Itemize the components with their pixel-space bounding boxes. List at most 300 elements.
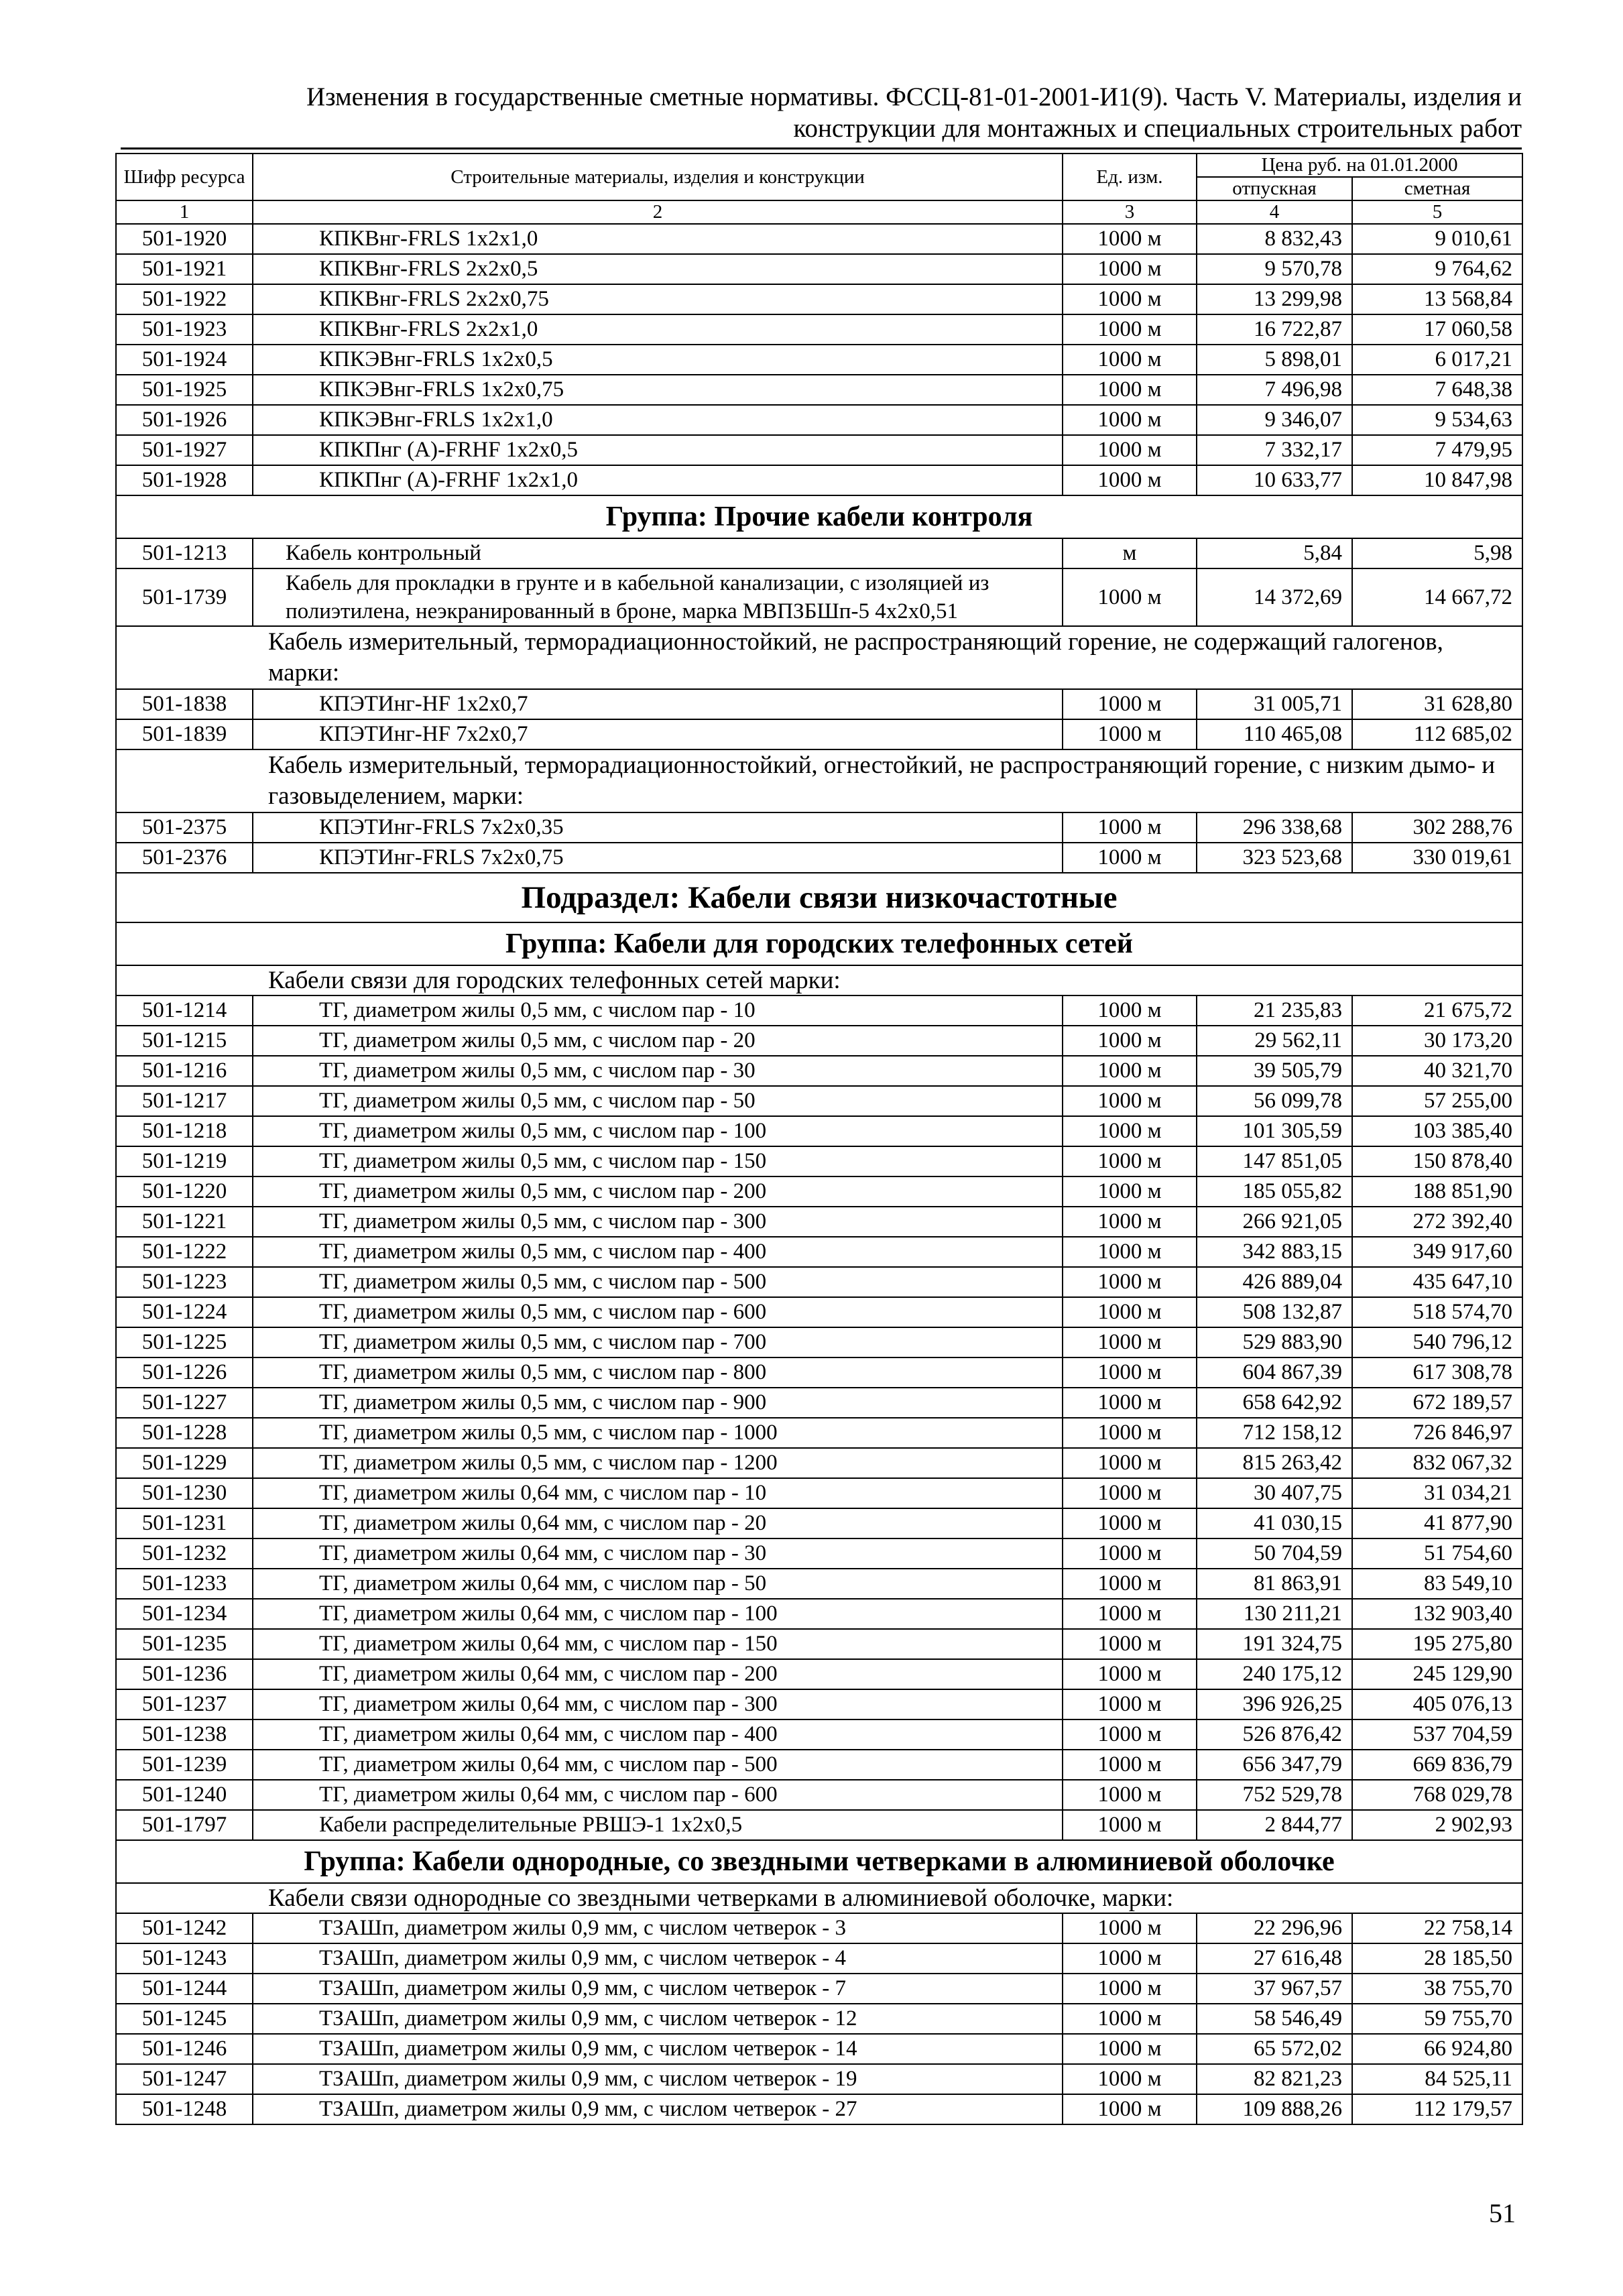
estimate-price: 112 685,02	[1352, 719, 1522, 749]
resource-code: 501-1229	[116, 1448, 253, 1478]
table-row	[116, 1056, 1522, 1086]
resource-code: 501-1927	[116, 435, 253, 465]
unit: 1000 м	[1063, 1176, 1197, 1207]
resource-code: 501-1246	[116, 2034, 253, 2064]
estimate-price: 405 076,13	[1352, 1689, 1522, 1719]
estimate-price: 7 648,38	[1352, 375, 1522, 405]
group-title: Группа: Кабели для городских телефонных сетей	[116, 922, 1522, 965]
unit: 1000 м	[1063, 1418, 1197, 1448]
resource-name: ТГ, диаметром жилы 0,5 мм, с числом пар - 900	[253, 1388, 1063, 1418]
table-row	[116, 1357, 1522, 1388]
section-note: Кабель измерительный, терморадиационностойкий, не распространяющий горение, не содержащий галогенов, марки:	[116, 626, 1522, 689]
resource-code: 501-1225	[116, 1327, 253, 1357]
resource-code: 501-1239	[116, 1750, 253, 1780]
table-row	[116, 1629, 1522, 1659]
header-line-2: конструкции для монтажных и специальных строительных работ	[793, 114, 1522, 143]
resource-name: ТГ, диаметром жилы 0,5 мм, с числом пар - 500	[253, 1267, 1063, 1297]
table-row	[116, 1810, 1522, 1840]
resource-name: ТГ, диаметром жилы 0,5 мм, с числом пар - 100	[253, 1116, 1063, 1146]
resource-name: ТЗАШп, диаметром жилы 0,9 мм, с числом четверок - 27	[253, 2094, 1063, 2124]
resource-name: ТГ, диаметром жилы 0,5 мм, с числом пар - 200	[253, 1176, 1063, 1207]
unit: 1000 м	[1063, 1116, 1197, 1146]
table-row	[116, 2094, 1522, 2124]
table-row	[116, 843, 1522, 873]
estimate-price: 41 877,90	[1352, 1508, 1522, 1538]
resource-name: ТГ, диаметром жилы 0,5 мм, с числом пар - 1200	[253, 1448, 1063, 1478]
resource-name: КПЭТИнг-FRLS 7x2x0,35	[253, 812, 1063, 843]
resource-name: ТГ, диаметром жилы 0,5 мм, с числом пар - 50	[253, 1086, 1063, 1116]
estimate-price: 302 288,76	[1352, 812, 1522, 843]
table-row	[116, 1538, 1522, 1569]
table-row	[116, 2034, 1522, 2064]
estimate-price: 31 628,80	[1352, 689, 1522, 719]
release-price: 37 967,57	[1197, 1974, 1352, 2004]
resource-name: ТЗАШп, диаметром жилы 0,9 мм, с числом четверок - 3	[253, 1913, 1063, 1943]
table-row	[116, 1719, 1522, 1750]
resource-code: 501-1227	[116, 1388, 253, 1418]
group-title: Группа: Кабели однородные, со звездными четверками в алюминиевой оболочке	[116, 1840, 1522, 1883]
resource-name: Кабель для прокладки в грунте и в кабельной канализации, с изоляцией из полиэтилена, неэкранированный в броне, марка МВПЗБШп-5 4x2x0,51	[253, 568, 1063, 626]
unit: 1000 м	[1063, 1508, 1197, 1538]
resource-code: 501-1235	[116, 1629, 253, 1659]
resource-name: ТГ, диаметром жилы 0,64 мм, с числом пар - 20	[253, 1508, 1063, 1538]
group-title-row	[116, 495, 1522, 538]
resource-code: 501-1247	[116, 2064, 253, 2094]
release-price: 323 523,68	[1197, 843, 1352, 873]
group-title-row	[116, 1840, 1522, 1883]
unit: 1000 м	[1063, 1448, 1197, 1478]
table-row	[116, 719, 1522, 749]
unit: 1000 м	[1063, 1719, 1197, 1750]
col-header-unit: Ед. изм.	[1063, 154, 1197, 200]
resource-code: 501-1230	[116, 1478, 253, 1508]
resource-code: 501-1248	[116, 2094, 253, 2124]
note-row	[116, 626, 1522, 689]
table-row	[116, 2004, 1522, 2034]
resource-code: 501-1920	[116, 224, 253, 254]
release-price: 30 407,75	[1197, 1478, 1352, 1508]
resource-code: 501-1739	[116, 568, 253, 626]
estimate-price: 245 129,90	[1352, 1659, 1522, 1689]
table-row	[116, 1176, 1522, 1207]
unit: 1000 м	[1063, 2034, 1197, 2064]
estimate-price: 617 308,78	[1352, 1357, 1522, 1388]
table-row	[116, 1026, 1522, 1056]
estimate-price: 10 847,98	[1352, 465, 1522, 495]
resource-name: ТГ, диаметром жилы 0,5 мм, с числом пар - 300	[253, 1207, 1063, 1237]
estimate-price: 9 010,61	[1352, 224, 1522, 254]
unit: 1000 м	[1063, 314, 1197, 345]
group-title-row	[116, 922, 1522, 965]
estimate-price: 435 647,10	[1352, 1267, 1522, 1297]
estimate-price: 13 568,84	[1352, 284, 1522, 314]
unit: 1000 м	[1063, 568, 1197, 626]
resource-code: 501-1232	[116, 1538, 253, 1569]
release-price: 10 633,77	[1197, 465, 1352, 495]
release-price: 9 570,78	[1197, 254, 1352, 284]
table-row	[116, 1780, 1522, 1810]
resource-code: 501-1238	[116, 1719, 253, 1750]
resource-code: 501-1217	[116, 1086, 253, 1116]
table-row	[116, 1388, 1522, 1418]
unit: 1000 м	[1063, 2004, 1197, 2034]
release-price: 50 704,59	[1197, 1538, 1352, 1569]
unit: 1000 м	[1063, 1974, 1197, 2004]
note-row	[116, 749, 1522, 812]
col-index-5: 5	[1352, 200, 1522, 224]
table-row	[116, 1599, 1522, 1629]
section-note: Кабели связи однородные со звездными четверками в алюминиевой оболочке, марки:	[116, 1883, 1522, 1913]
resource-name: ТЗАШп, диаметром жилы 0,9 мм, с числом четверок - 4	[253, 1943, 1063, 1974]
resource-name: КПЭТИнг-FRLS 7x2x0,75	[253, 843, 1063, 873]
resource-code: 501-1224	[116, 1297, 253, 1327]
unit: 1000 м	[1063, 2064, 1197, 2094]
release-price: 130 211,21	[1197, 1599, 1352, 1629]
estimate-price: 51 754,60	[1352, 1538, 1522, 1569]
resource-name: ТГ, диаметром жилы 0,64 мм, с числом пар - 50	[253, 1569, 1063, 1599]
release-price: 65 572,02	[1197, 2034, 1352, 2064]
table-row	[116, 1659, 1522, 1689]
table-row	[116, 1750, 1522, 1780]
table-row	[116, 314, 1522, 345]
release-price: 109 888,26	[1197, 2094, 1352, 2124]
estimate-price: 768 029,78	[1352, 1780, 1522, 1810]
unit: 1000 м	[1063, 345, 1197, 375]
estimate-price: 40 321,70	[1352, 1056, 1522, 1086]
resource-name: ТГ, диаметром жилы 0,5 мм, с числом пар - 700	[253, 1327, 1063, 1357]
resource-code: 501-1234	[116, 1599, 253, 1629]
release-price: 9 346,07	[1197, 405, 1352, 435]
estimate-price: 21 675,72	[1352, 995, 1522, 1026]
table-row	[116, 689, 1522, 719]
release-price: 14 372,69	[1197, 568, 1352, 626]
table-row	[116, 1297, 1522, 1327]
resource-name: КПКПнг (А)-FRHF 1x2x1,0	[253, 465, 1063, 495]
section-note: Кабели связи для городских телефонных сетей марки:	[116, 965, 1522, 995]
resource-name: КПЭТИнг-HF 7x2x0,7	[253, 719, 1063, 749]
unit: 1000 м	[1063, 254, 1197, 284]
estimate-price: 132 903,40	[1352, 1599, 1522, 1629]
estimate-price: 84 525,11	[1352, 2064, 1522, 2094]
table-row	[116, 1267, 1522, 1297]
resource-name: ТГ, диаметром жилы 0,5 мм, с числом пар - 800	[253, 1357, 1063, 1388]
release-price: 296 338,68	[1197, 812, 1352, 843]
release-price: 656 347,79	[1197, 1750, 1352, 1780]
estimate-price: 103 385,40	[1352, 1116, 1522, 1146]
header-line-1: Изменения в государственные сметные нормативы. ФССЦ-81-01-2001-И1(9). Часть V. Материалы, изделия и	[306, 82, 1522, 111]
release-price: 752 529,78	[1197, 1780, 1352, 1810]
resource-name: ТГ, диаметром жилы 0,64 мм, с числом пар - 150	[253, 1629, 1063, 1659]
resource-name: КПКЭВнг-FRLS 1x2x0,75	[253, 375, 1063, 405]
resource-name: ТГ, диаметром жилы 0,64 мм, с числом пар - 500	[253, 1750, 1063, 1780]
unit: 1000 м	[1063, 843, 1197, 873]
release-price: 82 821,23	[1197, 2064, 1352, 2094]
unit: 1000 м	[1063, 1388, 1197, 1418]
resource-name: КПКПнг (А)-FRHF 1x2x0,5	[253, 435, 1063, 465]
resource-code: 501-1221	[116, 1207, 253, 1237]
resource-code: 501-1237	[116, 1689, 253, 1719]
resource-code: 501-1922	[116, 284, 253, 314]
resource-code: 501-1236	[116, 1659, 253, 1689]
unit: 1000 м	[1063, 284, 1197, 314]
resource-name: Кабели распределительные РВШЭ-1 1x2x0,5	[253, 1810, 1063, 1840]
release-price: 658 642,92	[1197, 1388, 1352, 1418]
resource-name: ТГ, диаметром жилы 0,5 мм, с числом пар - 30	[253, 1056, 1063, 1086]
resource-name: ТГ, диаметром жилы 0,64 мм, с числом пар - 10	[253, 1478, 1063, 1508]
unit: 1000 м	[1063, 1056, 1197, 1086]
unit: 1000 м	[1063, 1913, 1197, 1943]
table-row	[116, 995, 1522, 1026]
unit: 1000 м	[1063, 1538, 1197, 1569]
estimate-price: 349 917,60	[1352, 1237, 1522, 1267]
release-price: 8 832,43	[1197, 224, 1352, 254]
page-header	[121, 75, 1522, 147]
resource-name: КПКВнг-FRLS 1x2x1,0	[253, 224, 1063, 254]
table-row	[116, 1689, 1522, 1719]
unit: 1000 м	[1063, 719, 1197, 749]
release-price: 604 867,39	[1197, 1357, 1352, 1388]
table-row	[116, 465, 1522, 495]
release-price: 16 722,87	[1197, 314, 1352, 345]
release-price: 13 299,98	[1197, 284, 1352, 314]
table-row	[116, 1974, 1522, 2004]
estimate-price: 195 275,80	[1352, 1629, 1522, 1659]
unit: 1000 м	[1063, 465, 1197, 495]
estimate-price: 9 764,62	[1352, 254, 1522, 284]
resource-code: 501-1222	[116, 1237, 253, 1267]
unit: 1000 м	[1063, 1026, 1197, 1056]
table-row	[116, 1508, 1522, 1538]
resource-code: 501-1219	[116, 1146, 253, 1176]
table-row	[116, 1237, 1522, 1267]
resource-name: ТЗАШп, диаметром жилы 0,9 мм, с числом четверок - 14	[253, 2034, 1063, 2064]
resource-name: КПКВнг-FRLS 2x2x0,5	[253, 254, 1063, 284]
table-row	[116, 1569, 1522, 1599]
estimate-price: 112 179,57	[1352, 2094, 1522, 2124]
estimate-price: 83 549,10	[1352, 1569, 1522, 1599]
estimate-price: 726 846,97	[1352, 1418, 1522, 1448]
table-row	[116, 1448, 1522, 1478]
resource-code: 501-1218	[116, 1116, 253, 1146]
unit: м	[1063, 538, 1197, 568]
release-price: 81 863,91	[1197, 1569, 1352, 1599]
resource-code: 501-1214	[116, 995, 253, 1026]
unit: 1000 м	[1063, 435, 1197, 465]
release-price: 101 305,59	[1197, 1116, 1352, 1146]
unit: 1000 м	[1063, 1357, 1197, 1388]
unit: 1000 м	[1063, 1689, 1197, 1719]
header-rule	[121, 147, 1522, 149]
col-header-name: Строительные материалы, изделия и конструкции	[253, 154, 1063, 200]
estimate-price: 672 189,57	[1352, 1388, 1522, 1418]
release-price: 58 546,49	[1197, 2004, 1352, 2034]
resource-name: КПКЭВнг-FRLS 1x2x0,5	[253, 345, 1063, 375]
resource-name: ТГ, диаметром жилы 0,5 мм, с числом пар - 10	[253, 995, 1063, 1026]
release-price: 31 005,71	[1197, 689, 1352, 719]
unit: 1000 м	[1063, 995, 1197, 1026]
estimate-price: 5,98	[1352, 538, 1522, 568]
resource-name: ТГ, диаметром жилы 0,5 мм, с числом пар - 150	[253, 1146, 1063, 1176]
release-price: 39 505,79	[1197, 1056, 1352, 1086]
unit: 1000 м	[1063, 1569, 1197, 1599]
resource-name: КПКЭВнг-FRLS 1x2x1,0	[253, 405, 1063, 435]
release-price: 7 496,98	[1197, 375, 1352, 405]
col-index-3: 3	[1063, 200, 1197, 224]
release-price: 5,84	[1197, 538, 1352, 568]
release-price: 508 132,87	[1197, 1297, 1352, 1327]
estimate-price: 150 878,40	[1352, 1146, 1522, 1176]
release-price: 7 332,17	[1197, 435, 1352, 465]
unit: 1000 м	[1063, 1297, 1197, 1327]
resource-name: ТЗАШп, диаметром жилы 0,9 мм, с числом четверок - 19	[253, 2064, 1063, 2094]
column-index-row	[116, 200, 1522, 224]
unit: 1000 м	[1063, 1780, 1197, 1810]
resource-name: ТГ, диаметром жилы 0,5 мм, с числом пар - 1000	[253, 1418, 1063, 1448]
estimate-price: 188 851,90	[1352, 1176, 1522, 1207]
table-row	[116, 284, 1522, 314]
table-row	[116, 435, 1522, 465]
estimate-price: 30 173,20	[1352, 1026, 1522, 1056]
resource-code: 501-1926	[116, 405, 253, 435]
estimate-price: 2 902,93	[1352, 1810, 1522, 1840]
release-price: 56 099,78	[1197, 1086, 1352, 1116]
unit: 1000 м	[1063, 1327, 1197, 1357]
resource-name: ТГ, диаметром жилы 0,5 мм, с числом пар - 600	[253, 1297, 1063, 1327]
table-row	[116, 1146, 1522, 1176]
resource-name: ТГ, диаметром жилы 0,64 мм, с числом пар - 300	[253, 1689, 1063, 1719]
col-header-release-price: отпускная	[1197, 177, 1352, 200]
resource-name: КПКВнг-FRLS 2x2x0,75	[253, 284, 1063, 314]
estimate-price: 66 924,80	[1352, 2034, 1522, 2064]
unit: 1000 м	[1063, 1750, 1197, 1780]
resource-code: 501-1921	[116, 254, 253, 284]
unit: 1000 м	[1063, 224, 1197, 254]
resource-code: 501-1245	[116, 2004, 253, 2034]
estimate-price: 832 067,32	[1352, 1448, 1522, 1478]
table-row	[116, 1207, 1522, 1237]
table-row	[116, 1418, 1522, 1448]
resource-code: 501-1923	[116, 314, 253, 345]
col-header-code: Шифр ресурса	[116, 154, 253, 200]
resource-code: 501-1797	[116, 1810, 253, 1840]
unit: 1000 м	[1063, 689, 1197, 719]
col-header-price-group: Цена руб. на 01.01.2000	[1197, 154, 1522, 177]
unit: 1000 м	[1063, 1810, 1197, 1840]
release-price: 27 616,48	[1197, 1943, 1352, 1974]
subsection-title-row	[116, 873, 1522, 922]
resource-code: 501-1226	[116, 1357, 253, 1388]
resource-code: 501-1240	[116, 1780, 253, 1810]
table-row	[116, 1116, 1522, 1146]
section-note: Кабель измерительный, терморадиационностойкий, огнестойкий, не распространяющий горение, с низким дымо- и газовыделением, марки:	[116, 749, 1522, 812]
estimate-price: 31 034,21	[1352, 1478, 1522, 1508]
resource-code: 501-1928	[116, 465, 253, 495]
resource-code: 501-1242	[116, 1913, 253, 1943]
resource-name: ТГ, диаметром жилы 0,5 мм, с числом пар - 20	[253, 1026, 1063, 1056]
resource-name: ТЗАШп, диаметром жилы 0,9 мм, с числом четверок - 12	[253, 2004, 1063, 2034]
resource-name: ТГ, диаметром жилы 0,64 мм, с числом пар - 600	[253, 1780, 1063, 1810]
table-row	[116, 254, 1522, 284]
resource-name: ТЗАШп, диаметром жилы 0,9 мм, с числом четверок - 7	[253, 1974, 1063, 2004]
release-price: 22 296,96	[1197, 1913, 1352, 1943]
resource-name: ТГ, диаметром жилы 0,64 мм, с числом пар - 200	[253, 1659, 1063, 1689]
unit: 1000 м	[1063, 1599, 1197, 1629]
unit: 1000 м	[1063, 1629, 1197, 1659]
table-row	[116, 1327, 1522, 1357]
release-price: 29 562,11	[1197, 1026, 1352, 1056]
unit: 1000 м	[1063, 1237, 1197, 1267]
col-index-1: 1	[116, 200, 253, 224]
table-row	[116, 345, 1522, 375]
resource-code: 501-1839	[116, 719, 253, 749]
release-price: 191 324,75	[1197, 1629, 1352, 1659]
unit: 1000 м	[1063, 2094, 1197, 2124]
unit: 1000 м	[1063, 375, 1197, 405]
resource-code: 501-1243	[116, 1943, 253, 1974]
release-price: 342 883,15	[1197, 1237, 1352, 1267]
release-price: 426 889,04	[1197, 1267, 1352, 1297]
table-row	[116, 375, 1522, 405]
table-row	[116, 224, 1522, 254]
resource-code: 501-2376	[116, 843, 253, 873]
estimate-price: 38 755,70	[1352, 1974, 1522, 2004]
unit: 1000 м	[1063, 1659, 1197, 1689]
resource-code: 501-1220	[116, 1176, 253, 1207]
note-row	[116, 1883, 1522, 1913]
resource-code: 501-1223	[116, 1267, 253, 1297]
unit: 1000 м	[1063, 1478, 1197, 1508]
release-price: 240 175,12	[1197, 1659, 1352, 1689]
release-price: 526 876,42	[1197, 1719, 1352, 1750]
release-price: 2 844,77	[1197, 1810, 1352, 1840]
release-price: 529 883,90	[1197, 1327, 1352, 1357]
resource-code: 501-1216	[116, 1056, 253, 1086]
table-row	[116, 1913, 1522, 1943]
unit: 1000 м	[1063, 1146, 1197, 1176]
resource-code: 501-1233	[116, 1569, 253, 1599]
price-table	[115, 153, 1523, 2125]
table-row	[116, 1943, 1522, 1974]
release-price: 185 055,82	[1197, 1176, 1352, 1207]
release-price: 266 921,05	[1197, 1207, 1352, 1237]
unit: 1000 м	[1063, 1207, 1197, 1237]
resource-name: ТГ, диаметром жилы 0,5 мм, с числом пар - 400	[253, 1237, 1063, 1267]
estimate-price: 59 755,70	[1352, 2004, 1522, 2034]
estimate-price: 272 392,40	[1352, 1207, 1522, 1237]
unit: 1000 м	[1063, 1943, 1197, 1974]
col-index-2: 2	[253, 200, 1063, 224]
estimate-price: 540 796,12	[1352, 1327, 1522, 1357]
estimate-price: 9 534,63	[1352, 405, 1522, 435]
resource-name: ТГ, диаметром жилы 0,64 мм, с числом пар - 400	[253, 1719, 1063, 1750]
resource-name: КПКВнг-FRLS 2x2x1,0	[253, 314, 1063, 345]
table-row	[116, 1478, 1522, 1508]
release-price: 815 263,42	[1197, 1448, 1352, 1478]
release-price: 5 898,01	[1197, 345, 1352, 375]
table-row	[116, 568, 1522, 626]
release-price: 147 851,05	[1197, 1146, 1352, 1176]
resource-name: Кабель контрольный	[253, 538, 1063, 568]
estimate-price: 22 758,14	[1352, 1913, 1522, 1943]
resource-code: 501-1213	[116, 538, 253, 568]
resource-code: 501-1215	[116, 1026, 253, 1056]
unit: 1000 м	[1063, 812, 1197, 843]
estimate-price: 14 667,72	[1352, 568, 1522, 626]
release-price: 21 235,83	[1197, 995, 1352, 1026]
unit: 1000 м	[1063, 1086, 1197, 1116]
unit: 1000 м	[1063, 1267, 1197, 1297]
table-row	[116, 812, 1522, 843]
